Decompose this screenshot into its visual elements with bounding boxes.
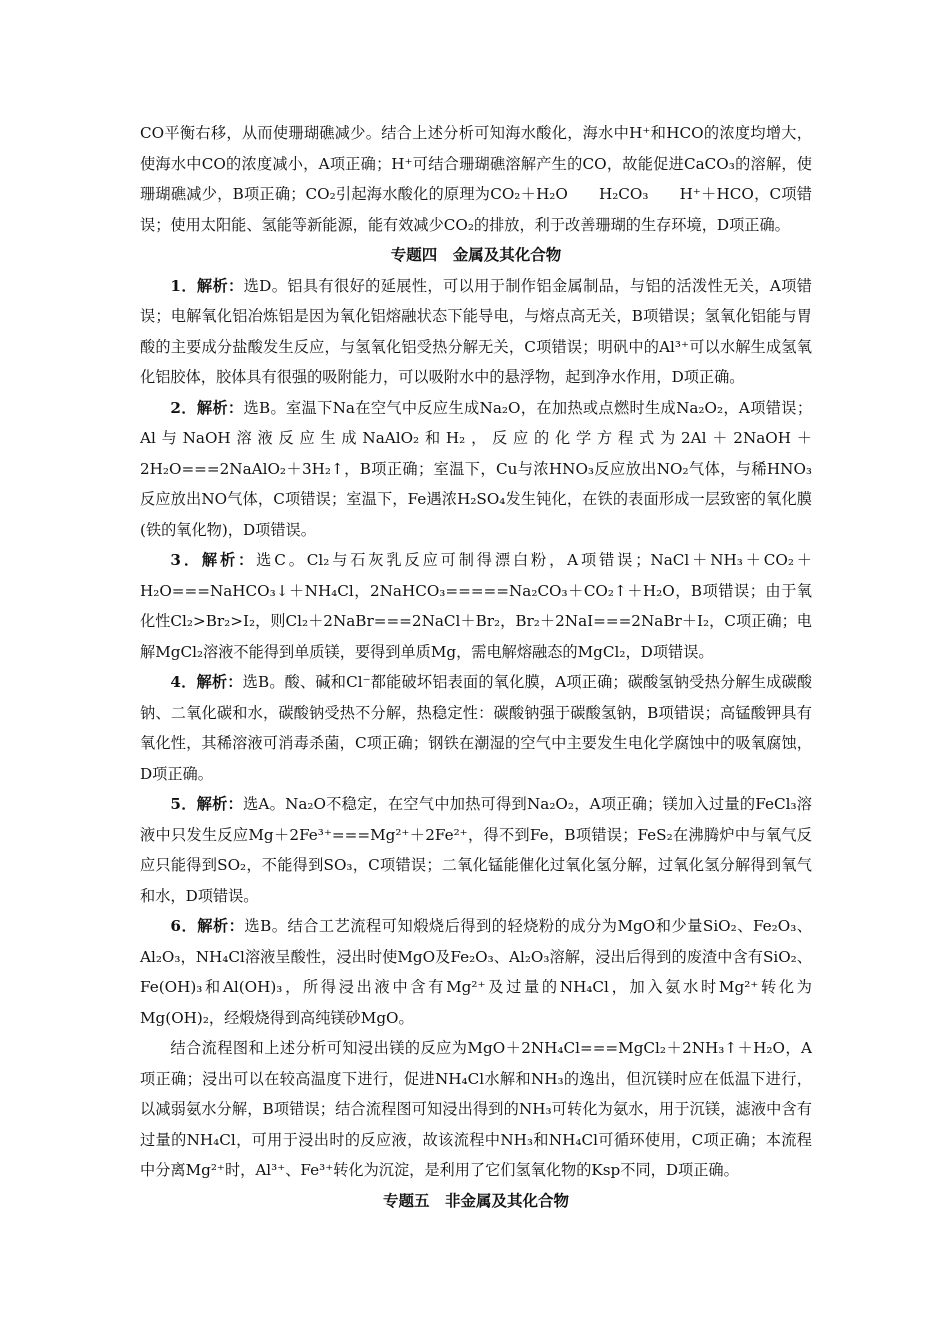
section-4-title: 专题四 金属及其化合物: [390, 246, 562, 264]
answer-2: [140, 393, 812, 546]
answer-2-label: 2．解析：: [170, 398, 244, 417]
answer-6-text: 选B。结合工艺流程可知煅烧后得到的轻烧粉的成分为MgO和少量SiO₂、Fe₂O₃、Al₂O₃，NH₄Cl溶液呈酸性，浸出时使MgO及Fe₂O₃、Al₂O₃溶解，浸出后得到的废渣中含有SiO₂、Fe(OH)₃和Al(OH)₃，所得浸出液中含有Mg²⁺及过量的NH₄Cl，加入氨水时Mg²⁺转化为Mg(OH)₂，经煅烧得到高纯镁砂MgO。: [140, 917, 812, 1027]
answer-3-label: 3．解析：: [170, 551, 257, 569]
answer-3-text: 选C。Cl₂与石灰乳反应可制得漂白粉，A项错误；NaCl＋NH₃＋CO₂＋H₂O===NaHCO₃↓＋NH₄Cl，2NaHCO₃=====Na₂CO₃＋CO₂↑＋H₂O，B项错误；由于氧化性Cl₂>Br₂>I₂，则Cl₂＋2NaBr===2NaCl＋Br₂，Br₂＋2NaI===2NaBr＋I₂，C项正确；电解MgCl₂溶液不能得到单质镁，要得到单质Mg，需电解熔融态的MgCl₂，D项错误。: [140, 551, 812, 661]
answer-4: [140, 667, 812, 789]
answer-5: [140, 789, 812, 911]
answer-6-label: 6．解析：: [170, 917, 245, 935]
answer-4-text: 选B。酸、碱和Cl⁻都能破坏铝表面的氧化膜，A项正确；碳酸氢钠受热分解生成碳酸钠、二氧化碳和水，碳酸钠受热不分解，热稳定性：碳酸钠强于碳酸氢钠，B项错误；高锰酸钾具有氧化性，其稀溶液可消毒杀菌，C项正确；钢铁在潮湿的空气中主要发生电化学腐蚀中的吸氧腐蚀，D项正确。: [140, 673, 813, 783]
answer-5-text: 选A。Na₂O不稳定，在空气中加热可得到Na₂O₂，A项正确；镁加入过量的FeCl₃溶液中只发生反应Mg＋2Fe³⁺===Mg²⁺＋2Fe²⁺，得不到Fe，B项错误；FeS₂在沸腾炉中与氧气反应只能得到SO₂，不能得到SO₃，C项错误；二氧化锰能催化过氧化氢分解，过氧化氢分解得到氧气和水，D项错误。: [140, 795, 812, 905]
answer-1-label: 1．解析：: [170, 276, 244, 295]
answer-4-label: 4．解析：: [170, 673, 243, 691]
answer-6-continuation: 结合流程图和上述分析可知浸出镁的反应为MgO＋2NH₄Cl===MgCl₂＋2NH₃↑＋H₂O，A项正确；浸出可以在较高温度下进行，促进NH₄Cl水解和NH₃的逸出，但沉镁时应在低温下进行，以减弱氨水分解，B项错误；结合流程图可知浸出得到的NH₃可转化为氨水，用于沉镁，滤液中含有过量的NH₄Cl，可用于浸出时的反应液，故该流程中NH₃和NH₄Cl可循环使用，C项正确；本流程中分离Mg²⁺时，Al³⁺、Fe³⁺转化为沉淀，是利用了它们氢氧化物的Ksp不同，D项正确。: [140, 1039, 812, 1179]
answer-6: [140, 911, 812, 1033]
answer-3: [140, 545, 812, 667]
answer-1-text: 选D。铝具有很好的延展性，可以用于制作铝金属制品，与铝的活泼性无关，A项错误；电解氧化铝冶炼铝是因为氧化铝熔融状态下能导电，与熔点高无关，B项错误；氢氧化铝能与胃酸的主要成分盐酸发生反应，与氢氧化铝受热分解无关，C项错误；明矾中的Al³⁺可以水解生成氢氧化铝胶体，胶体具有很强的吸附能力，可以吸附水中的悬浮物，起到净水作用，D项正确。: [140, 276, 812, 386]
intro-paragraph: CO平衡右移，从而使珊瑚礁减少。结合上述分析可知海水酸化，海水中H⁺和HCO的浓度均增大，使海水中CO的浓度减小，A项正确；H⁺可结合珊瑚礁溶解产生的CO，故能促进CaCO₃的溶解，使珊瑚礁减少，B项正确；CO₂引起海水酸化的原理为CO₂＋H₂O H₂CO₃ H⁺＋HCO，C项错误；使用太阳能、氢能等新能源，能有效减少CO₂的排放，利于改善珊瑚的生存环境，D项正确。: [140, 124, 812, 234]
document-page: [140, 118, 812, 1216]
answer-2-text: 选B。室温下Na在空气中反应生成Na₂O，在加热或点燃时生成Na₂O₂，A项错误；Al与NaOH溶液反应生成NaAlO₂和H₂，反应的化学方程式为2Al＋2NaOH＋2H₂O===2NaAlO₂＋3H₂↑，B项正确；室温下，Cu与浓HNO₃反应放出NO₂气体，与稀HNO₃反应放出NO气体，C项错误；室温下，Fe遇浓H₂SO₄发生钝化，在铁的表面形成一层致密的氧化膜(铁的氧化物)，D项错误。: [140, 398, 813, 539]
answer-1: [140, 271, 812, 393]
section-5-title: 专题五 非金属及其化合物: [382, 1191, 569, 1210]
answer-5-label: 5．解析：: [170, 795, 243, 813]
